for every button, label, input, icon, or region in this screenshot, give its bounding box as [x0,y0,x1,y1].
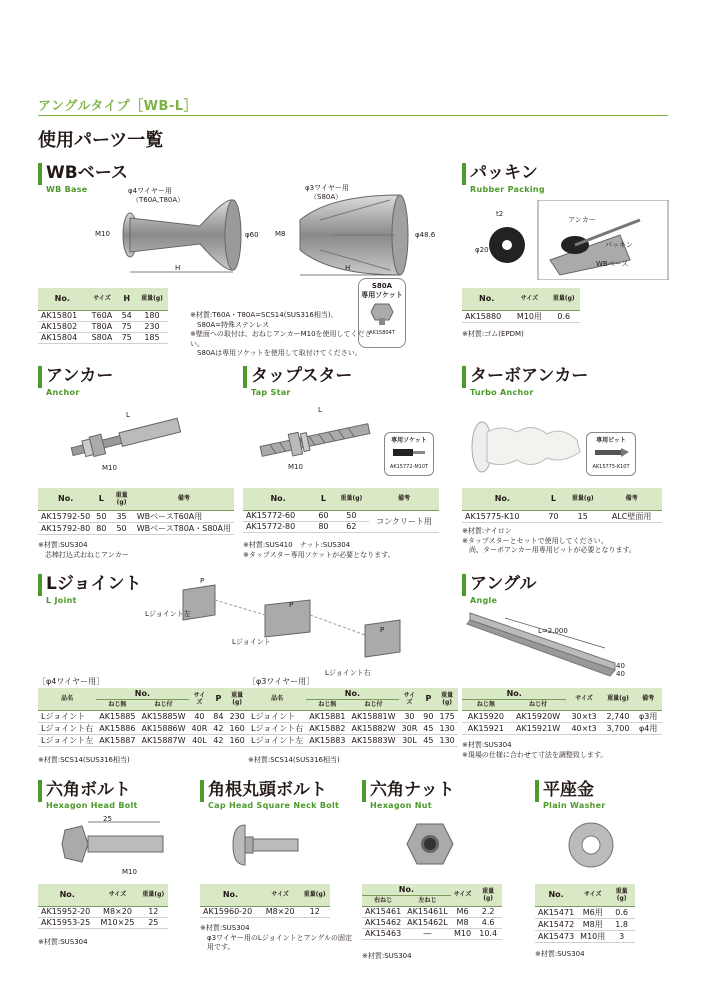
ljoint-note-phi3: ※材質:SCS14(SUS316相当) [248,756,340,764]
col-header: 重量(g) [136,288,168,310]
page-title: 使用パーツ一覧 [38,130,164,151]
ljoint-title: Lジョイント [46,574,142,594]
col-header: サイズ [511,288,547,310]
table-cell: M6用 [577,906,608,918]
table-cell: M10×25 [96,917,138,928]
table-cell: AK15886W [138,722,188,734]
table-cell: M10用 [511,310,547,322]
table-cell: 180 [136,310,168,321]
section-bar [362,780,366,802]
table-row [38,321,168,332]
table-cell: AK15953-25 [38,917,96,928]
table-cell: 50 [334,510,369,521]
table-cell: 50 [109,522,133,534]
packing-title: パッキン [470,163,538,183]
table-cell: 80 [93,522,109,534]
table-cell: Lジョイント右 [248,722,306,734]
tapstar-socket-box: 専用ソケット AK15772-M10T [384,432,434,476]
ljoint-table-head: ［φ4ワイヤー用］ [38,677,105,686]
table-cell: AK15960-20 [200,906,261,917]
col-header: サイズ [566,688,601,710]
wb-dim-label: H [345,264,351,272]
table-row [535,918,635,930]
washer-illustration [566,820,616,870]
table-cell: 90 [420,710,436,722]
ljoint-note-phi4: ※材質:SCS14(SUS316相当) [38,756,130,764]
col-header: 備考 [134,488,234,510]
table-row [38,734,248,746]
table-cell: 25 [139,917,168,928]
table-cell: AK15885 [96,710,138,722]
table-cell: AK15952-20 [38,906,96,917]
ljoint-table-phi3 [248,688,458,747]
section-bar [38,780,42,802]
section-bar [38,163,42,185]
col-header: No. [535,884,577,906]
angle-illustration [465,608,630,678]
table-row [462,310,580,322]
table-cell: 75 [117,332,136,343]
col-header: 重量(g) [474,884,502,906]
anchor-dim: M10 [102,464,117,472]
angle-title: アングル [470,574,537,594]
hexnut-title: 六角ナット [370,780,455,800]
col-header: サイズ [577,884,608,906]
col-header: No. [38,488,93,510]
table-cell: AK15462L [404,917,451,928]
category-rule [38,115,668,116]
table-cell: 1.8 [608,918,635,930]
col-header: No. [462,288,511,310]
col-header: ねじ無 [306,699,348,710]
col-header: 重量(g) [109,488,133,510]
tapstar-dim: L [318,406,322,414]
col-header: No. [200,884,261,906]
section-bar [535,780,539,802]
table-cell: WBベースT80A・S80A用 [134,522,234,534]
table-row [38,522,234,534]
table-cell: 40 [189,710,211,722]
table-cell: AK15881W [348,710,398,722]
table-cell: AK15920 [462,710,510,722]
table-row [462,722,662,734]
socket-icon [389,444,429,460]
col-header: サイズ [261,884,299,906]
table-cell: 130 [436,734,457,746]
table-row [38,510,234,522]
capbolt-notes: ※材質:SUS304 φ3ワイヤー用のLジョイントとアングルの固定 用です。 [200,924,352,951]
remark-cell: コンクリート用 [369,510,439,532]
table-cell: AK15471 [535,906,577,918]
capbolt-subtitle: Cap Head Square Neck Bolt [208,801,340,810]
col-header: P [420,688,436,710]
wb-base-table [38,288,168,344]
tapstar-subtitle: Tap Star [251,388,291,397]
col-header: 備考 [634,688,662,710]
col-header: 備考 [601,488,662,510]
table-cell: 0.6 [548,310,580,322]
turbo-subtitle: Turbo Anchor [470,388,534,397]
washer-subtitle: Plain Washer [543,801,606,810]
col-header: ねじ付 [348,699,398,710]
angle-dim: 40 [616,670,625,678]
table-cell: Lジョイント [248,710,306,722]
col-header: 重量(g) [602,688,635,710]
table-cell: M6 [451,906,475,917]
col-header: 備考 [369,488,439,510]
table-row [38,722,248,734]
table-cell: 84 [210,710,226,722]
col-header: サイズ [399,688,421,710]
col-header: 品名 [38,688,96,710]
table-cell: AK15881 [306,710,348,722]
table-cell: AK15772-80 [243,521,313,532]
table-row [462,510,662,522]
table-cell: 75 [117,321,136,332]
socket-box: S80A 専用ソケット AK15804T [358,278,406,348]
table-cell: 160 [226,722,247,734]
hexbolt-dim: M10 [122,868,137,876]
table-cell: Lジョイント左 [248,734,306,746]
table-cell: 50 [93,510,109,522]
table-cell: M10用 [577,930,608,942]
table-row [38,906,168,917]
table-cell: Lジョイント [38,710,96,722]
table-cell: AK15886 [96,722,138,734]
angle-table [462,688,662,735]
wb-dim-label: M10 [95,230,110,238]
table-cell: φ4用 [634,722,662,734]
hexnut-subtitle: Hexagon Nut [370,801,432,810]
hexbolt-illustration [60,818,170,868]
table-cell: 30×t3 [566,710,601,722]
tapstar-dim: M10 [288,463,303,471]
table-cell: AK15792-80 [38,522,93,534]
table-cell: 35 [109,510,133,522]
ljoint-table-head: ［φ3ワイヤー用］ [248,677,315,686]
anchor-title: アンカー [46,366,114,386]
wb-dim-label: M8 [275,230,286,238]
table-row [362,917,502,928]
hexbolt-dim: 25 [103,815,112,823]
col-header: P [210,688,226,710]
wb-dim-label: φ3ワイヤー用 [305,184,349,192]
table-cell: Lジョイント左 [38,734,96,746]
table-cell: 4.6 [474,917,502,928]
table-row [248,722,458,734]
col-header: L [543,488,565,510]
col-header: サイズ [189,688,211,710]
wb-dim-label: φ48.6 [415,231,436,239]
table-cell: 2.2 [474,906,502,917]
col-header: 重量(g) [139,884,168,906]
wb-dim-label: H [175,264,181,272]
turbo-table [462,488,662,523]
col-header: 重量(g) [548,288,580,310]
section-bar [38,366,42,388]
table-cell: AK15880 [462,310,511,322]
table-cell: AK15887W [138,734,188,746]
table-cell: WBベースT60A用 [134,510,234,522]
hexnut-table [362,884,502,940]
section-bar [462,366,466,388]
col-header: 重量(g) [608,884,635,906]
hexbolt-table [38,884,168,929]
anchor-notes: ※材質:SUS304 芯棒打込式おねじアンカー [38,541,129,559]
table-cell: AK15463 [362,928,404,939]
anchor-illustration [60,400,210,465]
table-cell: 10.4 [474,928,502,939]
wb-base-subtitle: WB Base [46,185,88,194]
table-cell: AK15801 [38,310,87,321]
table-row [535,930,635,942]
washer-notes: ※材質:SUS304 [535,950,585,958]
col-header: ねじ無 [462,699,510,710]
table-cell: AK15462 [362,917,404,928]
angle-notes: ※材質:SUS304 ※現場の仕様に合わせて寸法を調整致します。 [462,741,608,759]
tapstar-table [243,488,439,533]
table-cell: 160 [226,734,247,746]
col-header: 重量(g) [436,688,457,710]
table-cell: 42 [210,722,226,734]
packing-table [462,288,580,323]
washer-table [535,884,635,943]
table-cell: 42 [210,734,226,746]
table-cell: S80A [87,332,118,343]
angle-dim: 40 [616,662,625,670]
anchor-table [38,488,234,535]
table-row [38,917,168,928]
table-cell: 230 [226,710,247,722]
packing-dim: t2 [496,210,504,218]
category-title: アングルタイプ［WB-L］ [38,99,198,114]
angle-subtitle: Angle [470,596,498,605]
table-cell: 30R [399,722,421,734]
table-cell: 45 [420,734,436,746]
table-cell: AK15887 [96,734,138,746]
table-row [248,710,458,722]
col-header: ねじ付 [510,699,567,710]
anchor-dim: L [126,411,130,419]
table-cell: 0.6 [608,906,635,918]
table-cell: 45 [420,722,436,734]
col-header: No. [96,688,188,699]
packing-label: WBベース [596,260,629,268]
table-row [243,510,439,521]
table-cell: M8用 [577,918,608,930]
table-row [462,710,662,722]
washer-title: 平座金 [543,780,594,800]
table-cell: 3,700 [602,722,635,734]
table-row [362,906,502,917]
ljoint-illustration [175,580,430,680]
turbo-bit-box: 専用ビット AK15775-K10T [586,432,636,476]
table-cell: 12 [299,906,330,917]
col-header: No. [243,488,313,510]
wb-dim-label: φ4ワイヤー用 [128,187,172,195]
table-cell: φ3用 [634,710,662,722]
wb-dim-label: （T60A,T80A） [132,196,185,204]
col-header: サイズ [87,288,118,310]
turbo-illustration [462,402,592,482]
col-header: 重量(g) [226,688,247,710]
capbolt-title: 角根丸頭ボルト [208,780,327,800]
tapstar-notes: ※材質:SUS410 ナット:SUS304 ※タップスター専用ソケットが必要となります。 [243,541,395,559]
table-cell: 70 [543,510,565,522]
table-cell: AK15882 [306,722,348,734]
table-cell: AK15920W [510,710,567,722]
packing-notes: ※材質:ゴム(EPDM) [462,330,524,338]
table-cell: AK15882W [348,722,398,734]
angle-dim: L=2,000 [538,627,568,635]
ljoint-label: Lジョイント右 [325,669,371,677]
table-cell: M8×20 [261,906,299,917]
anchor-subtitle: Anchor [46,388,80,397]
packing-label: アンカー [568,216,596,224]
table-cell: 130 [436,722,457,734]
tapstar-illustration [250,405,380,470]
table-cell: 12 [139,906,168,917]
table-cell: AK15921 [462,722,510,734]
tapstar-title: タップスター [251,366,353,386]
section-bar [243,366,247,388]
col-header: L [93,488,109,510]
table-cell: 40L [189,734,211,746]
wb-dim-label: φ60 [245,231,259,239]
section-bar [462,163,466,185]
col-header: H [117,288,136,310]
hexnut-illustration [405,822,455,868]
table-cell: AK15461 [362,906,404,917]
col-header: 右ねじ [362,895,404,906]
col-header: サイズ [451,884,475,906]
table-row [200,906,330,917]
table-cell: 62 [334,521,369,532]
ljoint-dim: P [380,626,385,634]
table-row [38,710,248,722]
section-bar [462,574,466,596]
table-cell: 15 [564,510,601,522]
table-cell: M10 [451,928,475,939]
table-cell: 30L [399,734,421,746]
col-header: ねじ無 [96,699,138,710]
table-cell: AK15461L [404,906,451,917]
table-cell: AK15802 [38,321,87,332]
hexnut-notes: ※材質:SUS304 [362,952,412,960]
wb-dim-label: （S80A） [310,193,343,201]
table-cell: 30 [399,710,421,722]
ljoint-label: Lジョイント [232,638,271,646]
table-cell: T60A [87,310,118,321]
table-cell: Lジョイント右 [38,722,96,734]
col-header: サイズ [96,884,138,906]
packing-subtitle: Rubber Packing [470,185,545,194]
table-cell: 80 [313,521,334,532]
ljoint-table-phi4 [38,688,248,747]
col-header: No. [38,884,96,906]
col-header: 重量(g) [334,488,369,510]
table-cell: 54 [117,310,136,321]
hexbolt-subtitle: Hexagon Head Bolt [46,801,138,810]
table-cell: 3 [608,930,635,942]
col-header: L [313,488,334,510]
bit-icon [591,444,631,460]
col-header: No. [38,288,87,310]
wb-base-notes: ※材質:T60A・T80A=SCS14(SUS316相当)、 S80A=特殊ステンレス ※壁面への取付は、おねじアンカーM10を使用してください。 S80Aは専用ソケットを使用して取付けてください。 [190,311,372,357]
table-cell: ALC壁面用 [601,510,662,522]
section-bar [38,574,42,596]
table-row [38,310,168,321]
col-header: 重量(g) [564,488,601,510]
ljoint-label: Lジョイント左 [145,610,191,618]
table-cell: AK15792-50 [38,510,93,522]
table-cell: AK15472 [535,918,577,930]
turbo-notes: ※材質:ナイロン ※タップスターとセットで使用してください。 尚、ターボアンカー用専用ビットが必要となります。 [462,527,636,554]
table-cell: 185 [136,332,168,343]
table-cell: AK15921W [510,722,567,734]
hexbolt-title: 六角ボルト [46,780,131,800]
table-cell: AK15885W [138,710,188,722]
table-row [535,906,635,918]
section-bar [200,780,204,802]
table-cell: ― [404,928,451,939]
col-header: No. [462,488,543,510]
table-cell: 60 [313,510,334,521]
col-header: 品名 [248,688,306,710]
table-cell: AK15775-K10 [462,510,543,522]
table-cell: 40×t3 [566,722,601,734]
capbolt-illustration [225,815,305,875]
col-header: 左ねじ [404,895,451,906]
table-cell: M8 [451,917,475,928]
ljoint-dim: P [200,577,205,585]
ljoint-dim: P [289,601,294,609]
table-cell: AK15883 [306,734,348,746]
wb-base-title: WBベース [46,163,128,183]
table-cell: AK15804 [38,332,87,343]
table-row [362,928,502,939]
ljoint-subtitle: L Joint [46,596,77,605]
table-row [38,332,168,343]
table-cell: M8×20 [96,906,138,917]
packing-dim: φ20 [475,246,489,254]
table-row [248,734,458,746]
table-cell: AK15883W [348,734,398,746]
table-cell: AK15772-60 [243,510,313,521]
table-cell: AK15473 [535,930,577,942]
packing-label: パッキン [605,241,633,249]
capbolt-table [200,884,330,918]
table-cell: 175 [436,710,457,722]
socket-icon [367,300,397,326]
turbo-title: ターボアンカー [470,366,589,386]
table-cell: 2,740 [602,710,635,722]
table-cell: 230 [136,321,168,332]
table-cell: T80A [87,321,118,332]
table-cell: 40R [189,722,211,734]
col-header: 重量(g) [299,884,330,906]
col-header: No. [462,688,566,699]
col-header: No. [306,688,398,699]
hexbolt-notes: ※材質:SUS304 [38,938,88,946]
col-header: ねじ付 [138,699,188,710]
col-header: No. [362,884,451,895]
